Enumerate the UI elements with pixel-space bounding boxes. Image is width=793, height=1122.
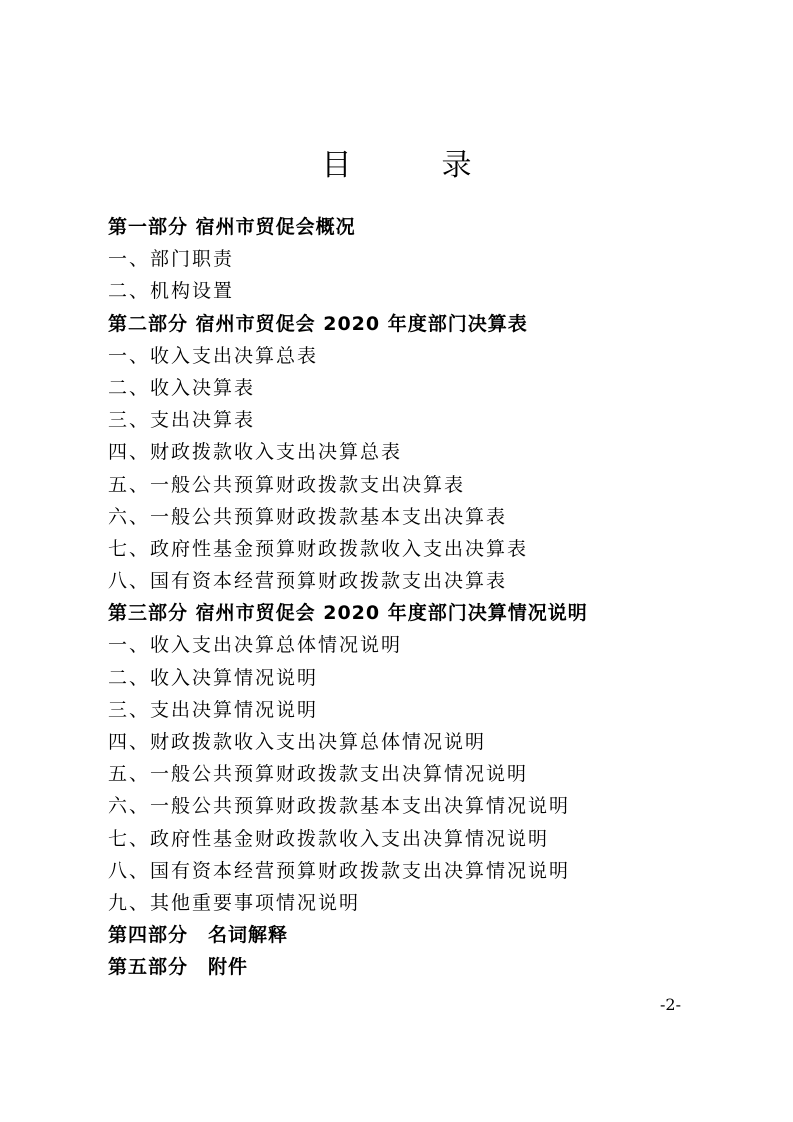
page-title: 目 录 — [321, 148, 502, 183]
toc-item: 一、收入支出决算总体情况说明 — [108, 634, 403, 657]
toc-item: 五、一般公共预算财政拨款支出决算表 — [108, 473, 466, 496]
toc-item: 七、政府性基金预算财政拨款收入支出决算表 — [108, 537, 529, 560]
toc-item: 一、部门职责 — [108, 248, 235, 271]
toc-item: 六、一般公共预算财政拨款基本支出决算情况说明 — [108, 795, 571, 818]
toc-item: 四、财政拨款收入支出决算总体情况说明 — [108, 731, 487, 753]
toc-item: 八、国有资本经营预算财政拨款支出决算表 — [108, 570, 508, 593]
toc-item: 二、收入决算表 — [108, 376, 256, 399]
toc-part-heading: 第二部分 宿州市贸促会 2020 年度部门决算表 — [108, 312, 528, 335]
toc-part-heading: 第一部分 宿州市贸促会概况 — [108, 216, 356, 238]
toc-item: 七、政府性基金财政拨款收入支出决算情况说明 — [108, 827, 550, 850]
toc-part-heading: 第三部分 宿州市贸促会 2020 年度部门决算情况说明 — [108, 602, 588, 625]
toc-item: 二、收入决算情况说明 — [108, 666, 319, 689]
table-of-contents — [108, 211, 708, 984]
toc-item: 三、支出决算情况说明 — [108, 698, 319, 721]
toc-item: 一、收入支出决算总表 — [108, 344, 319, 367]
toc-item: 四、财政拨款收入支出决算总表 — [108, 441, 403, 464]
page-number: -2- — [660, 995, 681, 1014]
toc-item: 八、国有资本经营预算财政拨款支出决算情况说明 — [108, 859, 571, 882]
toc-part-heading: 第五部分 附件 — [108, 956, 249, 979]
toc-item: 九、其他重要事项情况说明 — [108, 891, 361, 914]
toc-item: 二、机构设置 — [108, 280, 235, 303]
toc-item: 六、一般公共预算财政拨款基本支出决算表 — [108, 505, 508, 528]
toc-part-heading: 第四部分 名词解释 — [108, 924, 289, 947]
toc-item: 三、支出决算表 — [108, 409, 256, 432]
toc-item: 五、一般公共预算财政拨款支出决算情况说明 — [108, 763, 529, 786]
